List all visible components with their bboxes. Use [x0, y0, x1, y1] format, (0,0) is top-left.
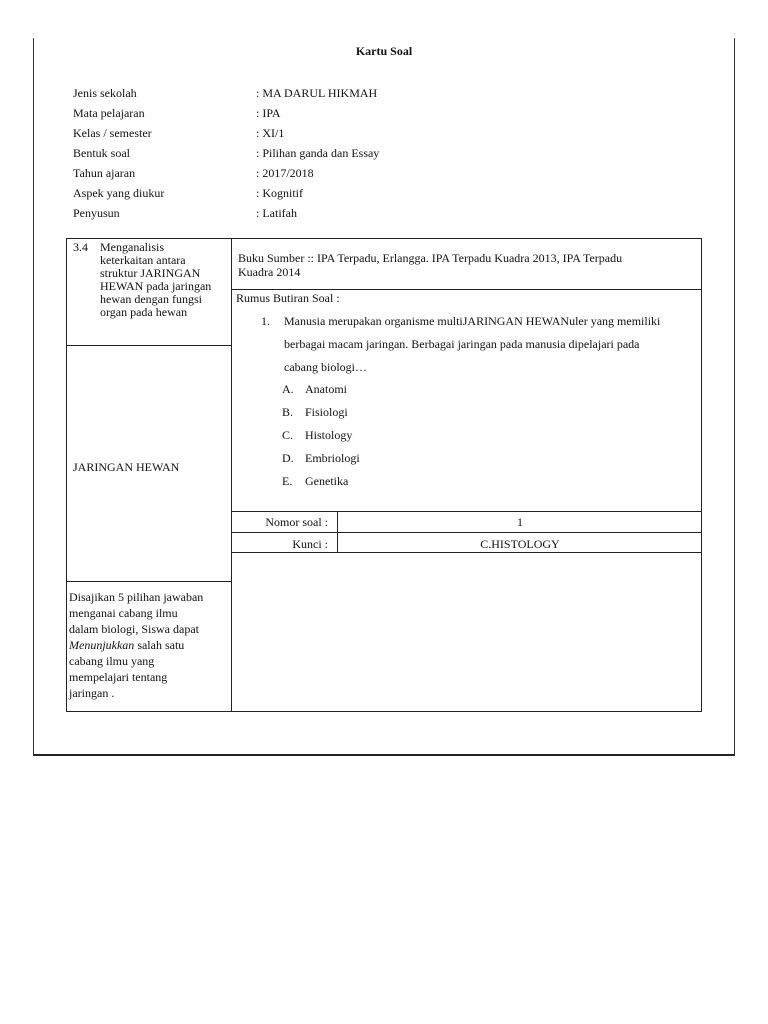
nomor-soal-value: 1: [517, 515, 523, 529]
row-divider-left-2: [66, 581, 232, 582]
kd-number: 3.4: [73, 240, 88, 254]
question-number: 1.: [261, 314, 270, 328]
label-kelas-semester: Kelas / semester: [73, 126, 152, 140]
indikator-soal: Disajikan 5 pilihan jawaban menganai cabang ilmu dalam biologi, Siswa dapat Menunjukkan salah satu cabang ilmu yang mempelajari tentang jaringan .: [69, 590, 204, 700]
nomor-soal-label: Nomor soal :: [265, 515, 328, 529]
label-jenis-sekolah: Jenis sekolah: [73, 86, 137, 100]
value-jenis-sekolah: : MA DARUL HIKMAH: [256, 86, 378, 100]
value-aspek: : Kognitif: [256, 186, 303, 200]
label-mata-pelajaran: Mata pelajaran: [73, 106, 145, 120]
row-divider-right-2: [231, 511, 702, 512]
row-divider-right-1: [231, 289, 702, 290]
row-divider-left-1: [66, 345, 232, 346]
topic-label: JARINGAN HEWAN: [73, 460, 180, 474]
column-divider: [231, 238, 232, 712]
kunci-value: C.HISTOLOGY: [480, 537, 560, 551]
option-d: D. Embriologi: [282, 451, 360, 465]
option-c: C. Histology: [282, 428, 353, 442]
option-e: E. Genetika: [282, 474, 349, 488]
row-divider-right-3: [231, 532, 702, 533]
value-kelas-semester: : XI/1: [256, 126, 285, 140]
value-tahun-ajaran: : 2017/2018: [256, 166, 314, 180]
row-divider-right-4: [231, 552, 702, 553]
option-a: A. Anatomi: [282, 382, 347, 396]
label-tahun-ajaran: Tahun ajaran: [73, 166, 136, 180]
label-bentuk-soal: Bentuk soal: [73, 146, 130, 160]
label-aspek: Aspek yang diukur: [73, 186, 165, 200]
buku-sumber: Buku Sumber :: IPA Terpadu, Erlangga. IPA Terpadu Kuadra 2013, IPA Terpadu Kuadra 2014: [238, 251, 623, 279]
value-bentuk-soal: : Pilihan ganda dan Essay: [256, 146, 380, 160]
option-b: B. Fisiologi: [282, 405, 348, 419]
rumus-label: Rumus Butiran Soal :: [236, 291, 340, 305]
kunci-label: Kunci :: [292, 537, 328, 551]
page-title: Kartu Soal: [355, 44, 413, 58]
value-mata-pelajaran: : IPA: [256, 106, 281, 120]
value-penyusun: : Latifah: [256, 206, 297, 220]
label-penyusun: Penyusun: [73, 206, 120, 220]
question-stem: Manusia merupakan organisme multiJARINGAN HEWANuler yang memiliki berbagai macam jaringan. Berbagai jaringan pada manusia dipelajari pada cabang biologi…: [284, 314, 661, 374]
kd-description: Menganalisis keterkaitan antara struktur JARINGAN HEWAN pada jaringan hewan dengan fungsi organ pada hewan: [100, 240, 212, 319]
